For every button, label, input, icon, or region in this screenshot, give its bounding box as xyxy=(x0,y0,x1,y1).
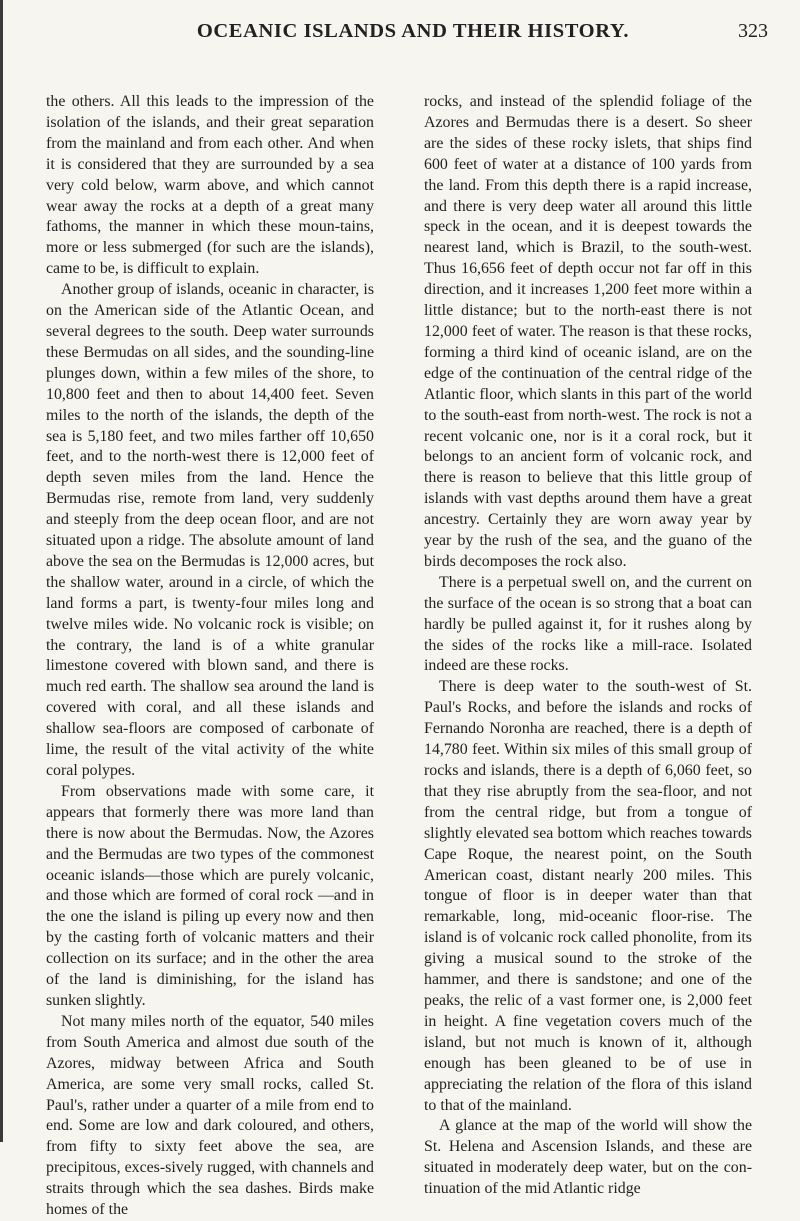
running-head xyxy=(56,20,770,46)
paragraph: There is a perpetual swell on, and the current on the surface of the ocean is so strong that a boat can hardly be pulled against it, for it rushes along by the sides of the rocks like a mill-race. Isolated indeed are these rocks. xyxy=(424,573,752,675)
paragraph: From observations made with some care, it appears that formerly there was more land than there is now about the Bermudas. Now, the Azores and the Bermudas are two types of the commonest oceanic islands—those which are purely volcanic, and those which are formed of coral rock —and in the one the island is piling up every now and then by the casting forth of volcanic matters and their collection on its surface; and in the other the area of the land is diminishing, for the island has sunken slightly. xyxy=(46,782,374,1009)
paragraph: Another group of islands, oceanic in character, is on the American side of the Atlantic Ocean, and several degrees to the south. Deep water surrounds these Bermudas on all sides, and the sounding-line plunges down, within a few miles of the shore, to 10,800 feet and then to about 14,400 feet. Seven miles to the north of the islands, the depth of the sea is 5,180 feet, and two miles farther off 10,650 feet, and to the north-west there is 12,000 feet of depth seven miles from the land. Hence the Bermudas rise, remote from land, very suddenly and steeply from the deep ocean floor, and are not situated upon a ridge. The absolute amount of land above the sea on the Bermudas is 12,000 acres, but the shallow water, around in a circle, of which the land forms a part, is twenty-four miles long and twelve miles wide. No volcanic rock is visible; on the contrary, the land is of a white granular limestone covered with blown sand, and there is much red earth. The shallow sea around the land is covered with coral, and all these islands and shallow sea-floors are composed of carbonate of lime, the result of the vital activity of the white coral polypes. xyxy=(46,281,374,779)
right-column xyxy=(424,92,752,1200)
left-column xyxy=(46,92,374,1221)
paragraph: rocks, and instead of the splendid foliage of the Azores and Bermudas there is a desert. So sheer are the sides of these rocky islets, that ships find 600 feet of water at a distance of 100 yards from the land. From this depth there is a rapid increase, and there is very deep water all around this little speck in the ocean, and it is deepest towards the nearest land, which is Brazil, to the south-west. Thus 16,656 feet of depth occur not far off in this direction, and it increases 1,200 feet more within a little distance; but to the north-east there is not 12,000 feet of water. The reason is that these rocks, forming a third kind of oceanic island, are on the edge of the continuation of the central ridge of the Atlantic floor, which slants in this part of the world to the south-east from north-west. The rock is not a recent volcanic one, nor is it a coral rock, but it belongs to an ancient form of volcanic rock, and there is reason to believe that this little group of islands with vast depths around them have a great ancestry. Certainly they are worn away year by year by the rush of the sea, and the guano of the birds decomposes the rock also. xyxy=(424,93,752,570)
page-edge xyxy=(0,0,3,1142)
page-title: OCEANIC ISLANDS AND THEIR HISTORY. xyxy=(196,20,630,42)
page-number: 323 xyxy=(738,20,768,42)
paragraph: the others. All this leads to the impression of the isolation of the islands, and their great separation from the mainland and from each other. And when it is considered that they are surrounded by a sea very cold below, warm above, and which cannot wear away the rocks at a depth of a great many fathoms, the manner in which these moun-tains, more or less submerged (for such are the islands), came to be, is difficult to explain. xyxy=(46,93,374,278)
paragraph: A glance at the map of the world will show the St. Helena and Ascension Islands, and these are situated in moderately deep water, but on the con-tinuation of the mid Atlantic ridge xyxy=(424,1117,752,1198)
paragraph: Not many miles north of the equator, 540 miles from South America and almost due south of the Azores, midway between Africa and South America, are some very small rocks, called St. Paul's, rather under a quarter of a mile from end to end. Some are low and dark coloured, and others, from fifty to sixty feet above the sea, are precipitous, exces-sively rugged, with channels and straits through which the sea dashes. Birds make homes of the xyxy=(46,1012,374,1219)
paragraph: There is deep water to the south-west of St. Paul's Rocks, and before the islands and rocks of Fernando Noronha are reached, there is a depth of 14,780 feet. Within six miles of this small group of rocks and islands, there is a depth of 6,060 feet, so that they rise abruptly from the sea-floor, and not from the central ridge, but from a tongue of slightly elevated sea bottom which reaches towards Cape Roque, the nearest point, on the South American coast, distant nearly 200 miles. This tongue of floor is in deeper water than that remarkable, long, mid-oceanic floor-rise. The island is of volcanic rock called phonolite, from its giving a musical sound to the stroke of the hammer, and there is sandstone; and one of the peaks, the relic of a vast former one, is 2,000 feet in height. A fine vegetation covers much of the island, but not much is known of it, although enough has been gleaned to be of use in appreciating the relation of the flora of this island to that of the mainland. xyxy=(424,678,752,1114)
